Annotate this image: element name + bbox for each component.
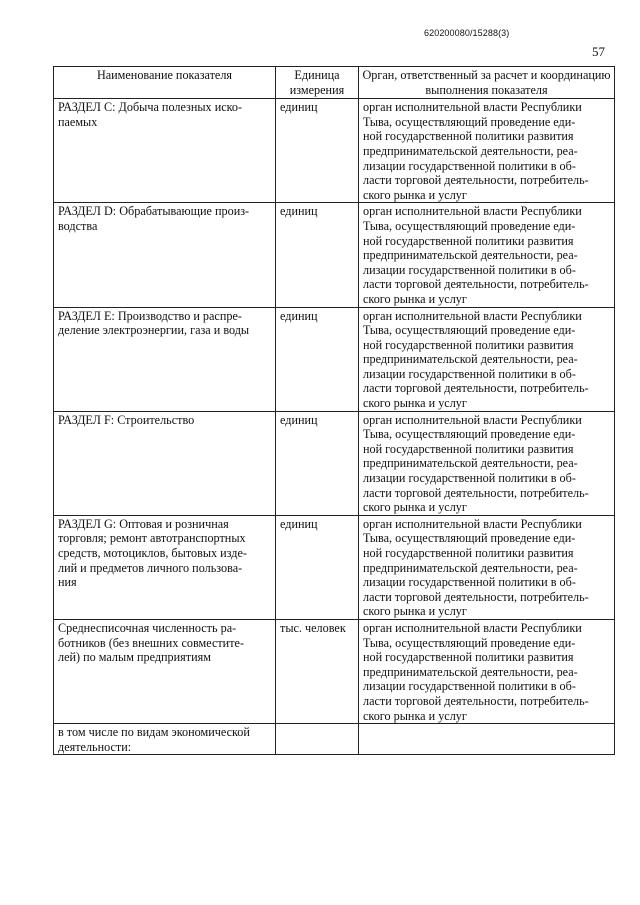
table-header-row xyxy=(54,67,615,99)
indicators-table xyxy=(53,66,615,755)
responsible-body: орган исполнительной власти Республики Тыва, осуществляющий проведение еди- ной государственной политики развития предпринимательской деятельности, реа- лизации государственной политики в об- ласти торговой деятельности, потребитель- ского рынка и услуг xyxy=(359,619,615,723)
table-row xyxy=(54,411,615,515)
table-row xyxy=(54,515,615,619)
header-unit: Единица измерения xyxy=(276,67,359,99)
indicator-unit: единиц xyxy=(276,411,359,515)
responsible-body: орган исполнительной власти Республики Тыва, осуществляющий проведение еди- ной государственной политики развития предпринимательской деятельности, реа- лизации государственной политики в об- ласти торговой деятельности, потребитель- ского рынка и услуг xyxy=(359,203,615,307)
table-row xyxy=(54,99,615,203)
responsible-body: орган исполнительной власти Республики Тыва, осуществляющий проведение еди- ной государственной политики развития предпринимательской деятельности, реа- лизации государственной политики в об- ласти торговой деятельности, потребитель- ского рынка и услуг xyxy=(359,99,615,203)
indicator-name: РАЗДЕЛ D: Обрабатывающие произ- водства xyxy=(54,203,276,307)
indicator-name: РАЗДЕЛ Е: Производство и распре- деление электроэнергии, газа и воды xyxy=(54,307,276,411)
table-row xyxy=(54,724,615,755)
responsible-body: орган исполнительной власти Республики Тыва, осуществляющий проведение еди- ной государственной политики развития предпринимательской деятельности, реа- лизации государственной политики в об- ласти торговой деятельности, потребитель- ского рынка и услуг xyxy=(359,515,615,619)
table-row xyxy=(54,307,615,411)
page-number: 57 xyxy=(592,44,605,59)
indicator-name: Среднесписочная численность ра- ботников (без внешних совместите- лей) по малым предприятиям xyxy=(54,619,276,723)
table-row xyxy=(54,203,615,307)
indicator-unit: тыс. человек xyxy=(276,619,359,723)
indicator-name: РАЗДЕЛ F: Строительство xyxy=(54,411,276,515)
indicator-name: в том числе по видам экономической деятельности: xyxy=(54,724,276,755)
responsible-body: орган исполнительной власти Республики Тыва, осуществляющий проведение еди- ной государственной политики развития предпринимательской деятельности, реа- лизации государственной политики в об- ласти торговой деятельности, потребитель- ского рынка и услуг xyxy=(359,307,615,411)
table-row xyxy=(54,619,615,723)
indicator-unit: единиц xyxy=(276,307,359,411)
header-indicator-name: Наименование показателя xyxy=(54,67,276,99)
indicator-unit xyxy=(276,724,359,755)
indicator-name: РАЗДЕЛ С: Добыча полезных иско- паемых xyxy=(54,99,276,203)
indicator-name: РАЗДЕЛ G: Оптовая и розничная торговля; ремонт автотранспортных средств, мотоциклов, бытовых изде- лий и предметов личного пользова- ния xyxy=(54,515,276,619)
header-responsible-body: Орган, ответственный за расчет и координацию выполнения показателя xyxy=(359,67,615,99)
indicator-unit: единиц xyxy=(276,99,359,203)
responsible-body: орган исполнительной власти Республики Тыва, осуществляющий проведение еди- ной государственной политики развития предпринимательской деятельности, реа- лизации государственной политики в об- ласти торговой деятельности, потребитель- ского рынка и услуг xyxy=(359,411,615,515)
indicator-unit: единиц xyxy=(276,515,359,619)
responsible-body xyxy=(359,724,615,755)
indicator-unit: единиц xyxy=(276,203,359,307)
document-id: 620200080/15288(3) xyxy=(424,28,510,38)
